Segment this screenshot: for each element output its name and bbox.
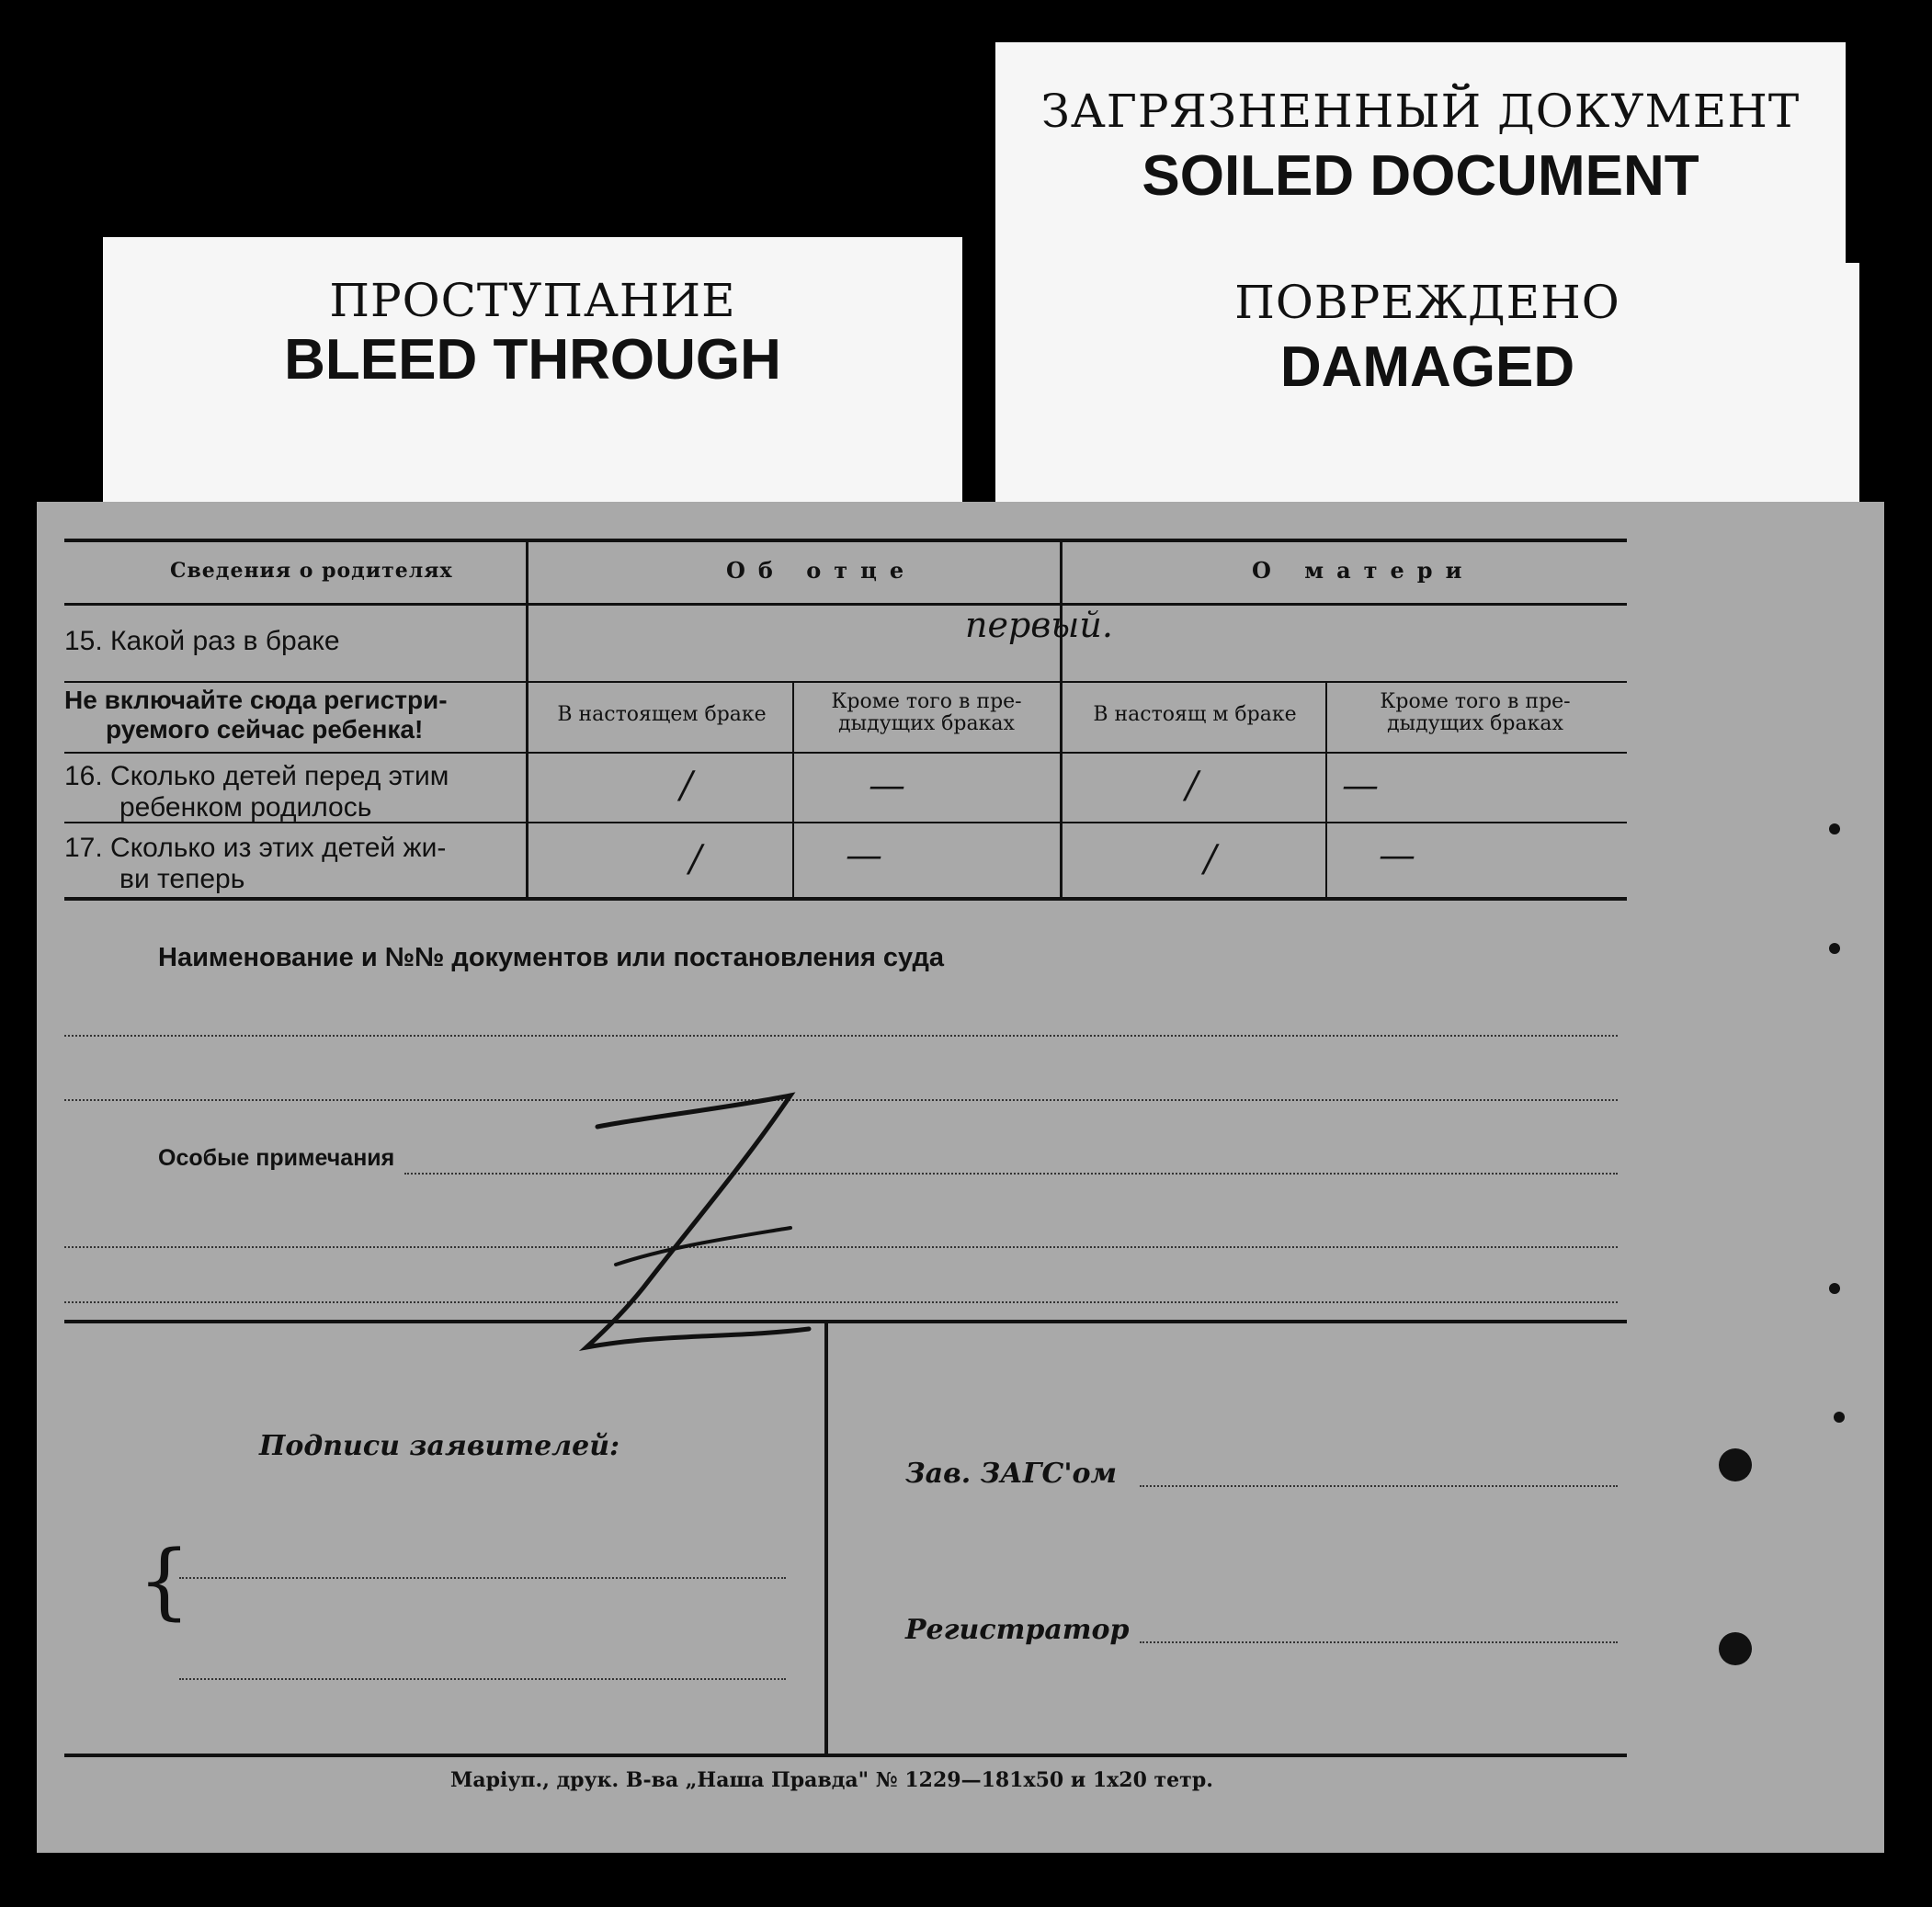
exclusion-note-line-2: руемого сейчас ребенка! (106, 715, 424, 744)
table-top-border (64, 539, 1627, 542)
binding-hole-4 (1829, 943, 1840, 954)
special-notes-label: Особые примечания (158, 1145, 395, 1171)
answer-15-handwritten: первый. (965, 605, 1113, 645)
registration-form (37, 502, 1884, 1853)
answer-16-mother-current: / (1186, 765, 1199, 807)
col-current-marriage-father: В настоящем браке (557, 703, 767, 726)
table-bottom-border (64, 897, 1627, 901)
colheader-divider (64, 752, 1627, 754)
col-divider-3 (792, 682, 794, 899)
binding-hole-5 (1829, 1283, 1840, 1294)
documents-label: Наименование и №№ документов или постановления суда (158, 943, 944, 972)
damaged-en: DAMAGED (1279, 335, 1575, 399)
signature-section-top (64, 1320, 1627, 1323)
registrar-label: Регистратор (905, 1614, 1130, 1646)
row15-divider (64, 681, 1627, 683)
binding-hole-1 (1719, 1448, 1752, 1481)
question-16-line-1: 16. Сколько детей перед этим (64, 761, 449, 791)
exclusion-note-line-1: Не включайте сюда регистри- (64, 686, 448, 714)
question-15: 15. Какой раз в браке (64, 626, 340, 656)
question-17-line-2: ви теперь (119, 864, 245, 894)
question-17 (64, 833, 446, 895)
question-16 (64, 761, 449, 823)
soiled-document-ru: ЗАГРЯЗНЕННЫЙ ДОКУМЕНТ (1040, 85, 1801, 138)
applicants-signatures-label: Подписи заявителей: (259, 1430, 620, 1462)
documents-line-1 (64, 1035, 1618, 1037)
header-father: Об отце (726, 557, 917, 584)
signature-line-2 (179, 1678, 786, 1680)
binding-hole-2 (1719, 1632, 1752, 1665)
bleed-through-ru: ПРОСТУПАНИЕ (329, 274, 736, 327)
answer-17-father-previous: — (846, 834, 882, 877)
col-divider-2 (1060, 539, 1063, 899)
signature-divider (824, 1322, 828, 1755)
handwritten-z-mark (561, 1090, 855, 1375)
col-divider-4 (1325, 682, 1327, 899)
signature-brace-icon: { (138, 1533, 191, 1629)
soiled-document-en: SOILED DOCUMENT (1142, 143, 1699, 208)
zags-head-line (1140, 1485, 1618, 1487)
header-mother: О матери (1252, 557, 1475, 584)
printer-imprint: Маріуп., друк. В-ва „Наша Правда" № 1229—181х50 и 1х20 тетр. (450, 1768, 1213, 1792)
answer-16-father-current: / (680, 765, 693, 807)
damaged-ru: ПОВРЕЖДЕНО (1234, 276, 1620, 329)
signature-line-1 (179, 1577, 786, 1579)
exclusion-note (64, 686, 448, 744)
bleed-through-label (103, 237, 962, 504)
answer-16-father-previous: — (869, 765, 905, 807)
question-16-line-2: ребенком родилось (119, 792, 372, 823)
signature-section-bottom (64, 1754, 1627, 1757)
col-current-marriage-mother: В настоящ м браке (1093, 703, 1297, 726)
binding-hole-3 (1829, 823, 1840, 834)
answer-17-mother-previous: — (1379, 834, 1415, 877)
col-divider-1 (526, 539, 528, 899)
damaged-label (995, 263, 1859, 504)
bleed-through-en: BLEED THROUGH (284, 328, 781, 392)
answer-16-mother-previous: — (1342, 765, 1379, 807)
answer-17-father-current: / (689, 838, 702, 880)
col-previous-marriages-father: Кроме того в пре-дыдущих браках (831, 690, 1022, 735)
soiled-document-label (995, 42, 1846, 281)
header-parents: Сведения о родителях (170, 559, 453, 583)
col-previous-marriages-mother: Кроме того в пре-дыдущих браках (1380, 690, 1571, 735)
question-17-line-1: 17. Сколько из этих детей жи- (64, 833, 447, 863)
header-divider (64, 603, 1627, 606)
registrar-line (1140, 1641, 1618, 1643)
zags-head-label: Зав. ЗАГС'ом (905, 1458, 1118, 1490)
answer-17-mother-current: / (1204, 838, 1217, 880)
binding-hole-6 (1834, 1412, 1845, 1423)
